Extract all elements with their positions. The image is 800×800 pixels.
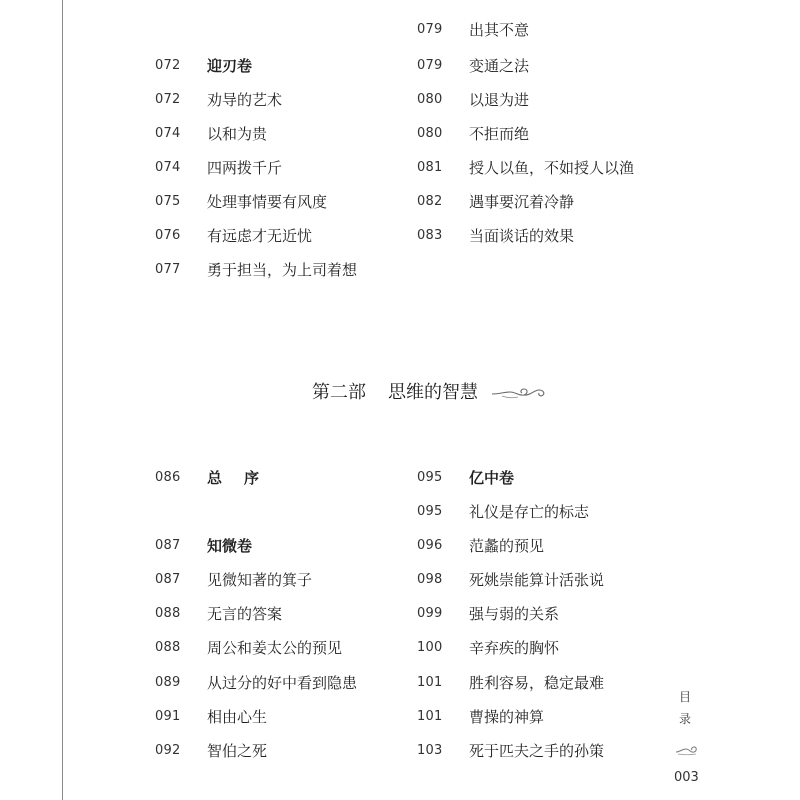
toc-page-number: 074 [155, 126, 181, 141]
toc-entry-title: 有远虑才无近忧 [207, 227, 313, 245]
toc-page-number: 072 [155, 58, 181, 73]
toc-entry-title: 周公和姜太公的预见 [207, 639, 343, 657]
toc-entry-title: 劝导的艺术 [207, 91, 283, 109]
toc-entry-title: 遇事要沉着冷静 [469, 193, 575, 211]
toc-page-number: 079 [417, 58, 443, 73]
toc-page-number: 083 [417, 228, 443, 243]
part-label: 第二部 [312, 382, 366, 403]
toc-page-number: 092 [155, 743, 181, 758]
toc-entry-title: 死于匹夫之手的孙策 [469, 742, 605, 760]
toc-section-heading: 迎刃卷 [207, 57, 253, 75]
page-edge-line [62, 0, 63, 800]
toc-page-number: 091 [155, 709, 181, 724]
toc-page-number: 088 [155, 606, 181, 621]
toc-entry-title: 死姚崇能算计活张说 [469, 571, 605, 589]
toc-page-number: 103 [417, 743, 443, 758]
toc-entry-title: 变通之法 [469, 57, 530, 75]
toc-entry-title: 强与弱的关系 [469, 605, 560, 623]
toc-page-number: 076 [155, 228, 181, 243]
toc-page-number: 100 [417, 640, 443, 655]
toc-entry-title: 授人以鱼，不如授人以渔 [469, 159, 635, 177]
toc-page-number: 088 [155, 640, 181, 655]
toc-page-number: 095 [417, 504, 443, 519]
toc-page-number: 098 [417, 572, 443, 587]
toc-entry-title: 出其不意 [469, 21, 530, 39]
toc-page-number: 072 [155, 92, 181, 107]
toc-page-number: 080 [417, 126, 443, 141]
toc-entry-title: 礼仪是存亡的标志 [469, 503, 590, 521]
toc-section-heading: 亿中卷 [469, 469, 515, 487]
toc-entry-title: 处理事情要有风度 [207, 193, 328, 211]
toc-entry-title: 胜利容易，稳定最难 [469, 674, 605, 692]
toc-entry-title: 以和为贵 [207, 125, 268, 143]
toc-entry-title: 从过分的好中看到隐患 [207, 674, 358, 692]
toc-page-number: 074 [155, 160, 181, 175]
toc-entry-title: 曹操的神算 [469, 708, 545, 726]
page-number: 003 [674, 770, 699, 785]
toc-entry-title: 勇于担当，为上司着想 [207, 261, 358, 279]
toc-entry-title: 范蠡的预见 [469, 537, 545, 555]
part-title: 思维的智慧 [388, 382, 478, 403]
toc-page-number: 099 [417, 606, 443, 621]
toc-page-number: 075 [155, 194, 181, 209]
toc-entry-title: 见微知著的箕子 [207, 571, 313, 589]
toc-entry-title: 四两拨千斤 [207, 159, 283, 177]
toc-page-number: 096 [417, 538, 443, 553]
toc-section-heading: 总序 [207, 469, 282, 487]
toc-page-number: 089 [155, 675, 181, 690]
toc-entry-title: 相由心生 [207, 708, 268, 726]
toc-page-number: 077 [155, 262, 181, 277]
toc-page-number: 079 [417, 22, 443, 37]
toc-page-number: 101 [417, 675, 443, 690]
side-label-top: 目 [678, 690, 691, 704]
side-label-bottom: 录 [678, 712, 691, 726]
toc-page-number: 080 [417, 92, 443, 107]
toc-page-number: 082 [417, 194, 443, 209]
toc-entry-title: 当面谈话的效果 [469, 227, 575, 245]
toc-entry-title: 无言的答案 [207, 605, 283, 623]
cloud-ornament-icon [674, 740, 700, 758]
toc-page-number: 081 [417, 160, 443, 175]
cloud-ornament-icon [490, 380, 550, 404]
toc-section-heading: 知微卷 [207, 537, 253, 555]
toc-page-number: 086 [155, 470, 181, 485]
toc-page-number: 101 [417, 709, 443, 724]
toc-entry-title: 智伯之死 [207, 742, 268, 760]
part-heading [312, 378, 478, 408]
toc-page-number: 087 [155, 572, 181, 587]
toc-page-number: 087 [155, 538, 181, 553]
section-side-label [677, 686, 693, 730]
toc-entry-title: 不拒而绝 [469, 125, 530, 143]
toc-entry-title: 以退为进 [469, 91, 530, 109]
toc-page-number: 095 [417, 470, 443, 485]
toc-entry-title: 辛弃疾的胸怀 [469, 639, 560, 657]
